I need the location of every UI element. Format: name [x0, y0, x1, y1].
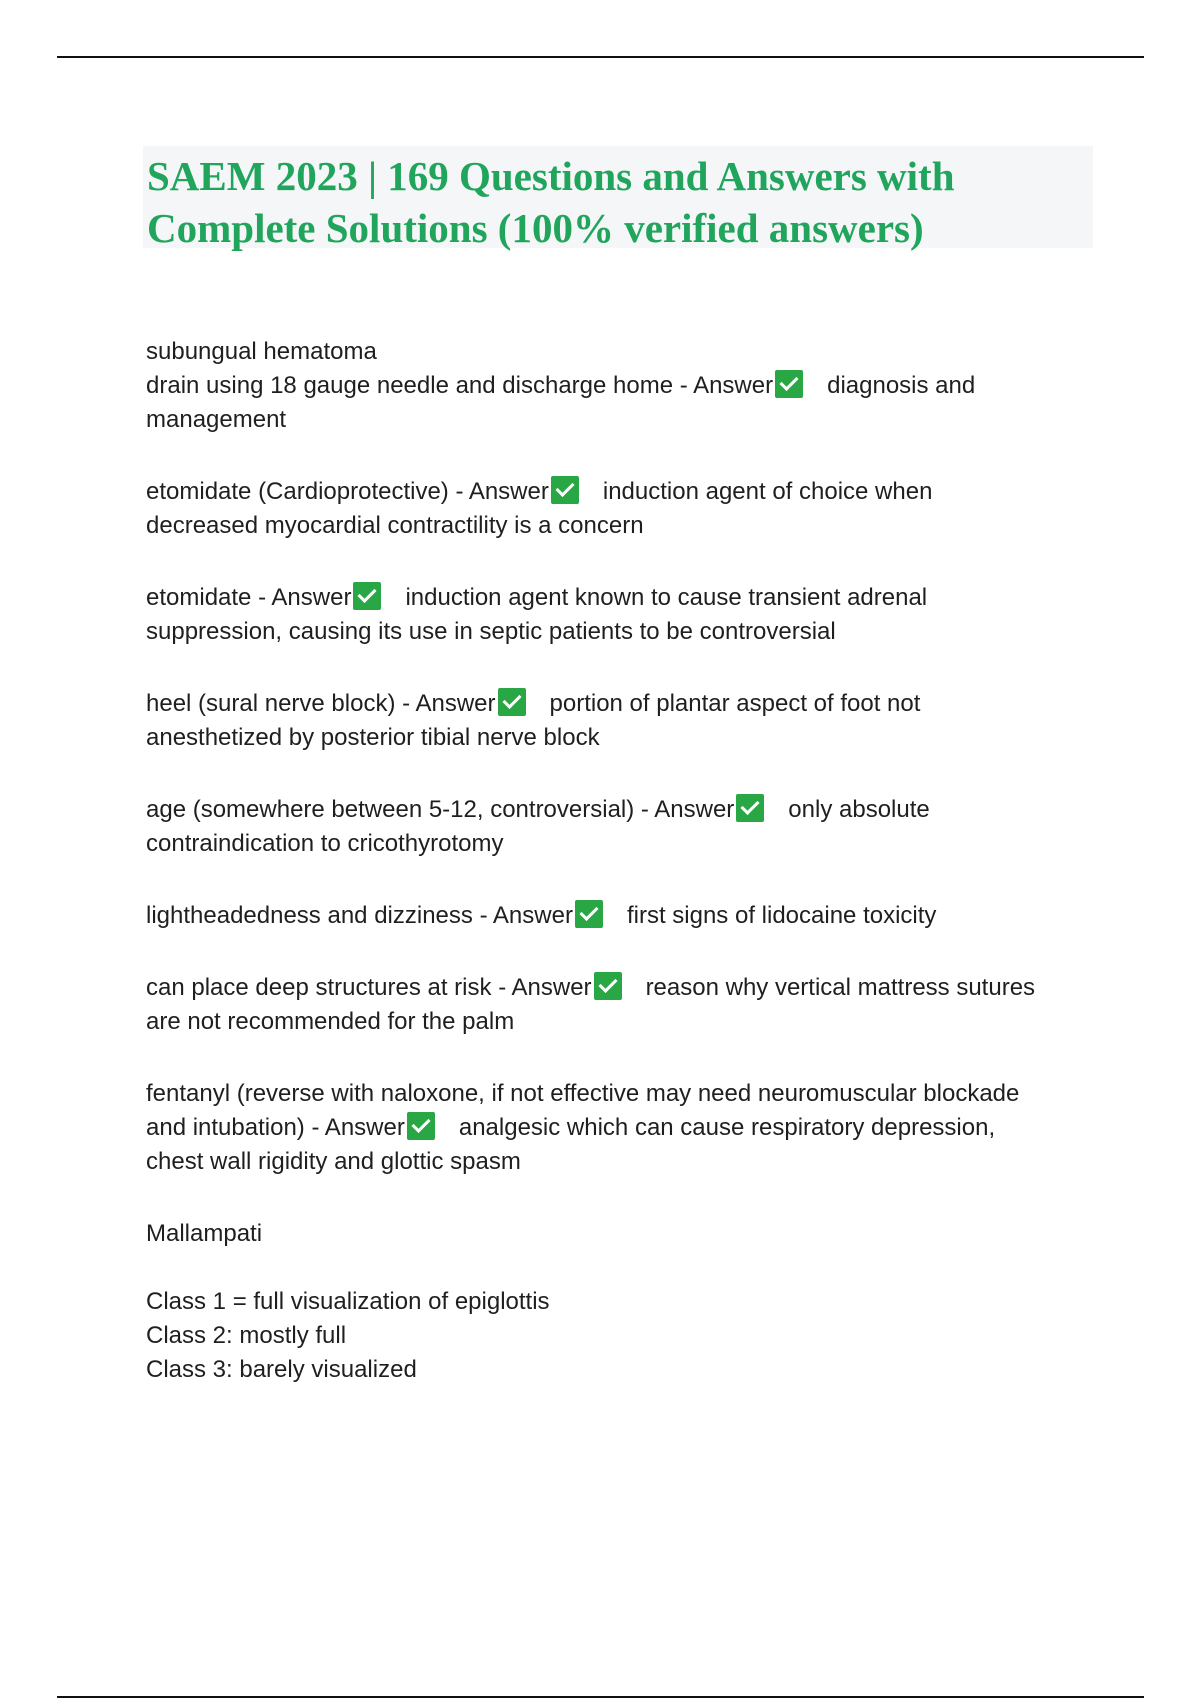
- checkmark-icon: [736, 794, 764, 822]
- checkmark-icon: [575, 900, 603, 928]
- mallampati-class: Class 2: mostly full: [146, 1322, 347, 1349]
- title-block: [143, 146, 1093, 251]
- checkmark-icon: [353, 582, 381, 610]
- checkmark-icon: [775, 370, 803, 398]
- answer-label: - Answer: [498, 974, 592, 1001]
- qa-pre: subungual hematoma: [146, 338, 377, 365]
- answer-label: - Answer: [311, 1114, 405, 1141]
- qa-question: fentanyl (reverse with naloxone, if not effective may need neuromuscular blockade and intubation): [146, 1080, 1020, 1141]
- mallampati-section: [146, 1217, 1046, 1387]
- qa-content: [146, 335, 1046, 1387]
- answer-label: - Answer: [402, 690, 496, 717]
- answer-label: - Answer: [455, 478, 549, 505]
- qa-item: [146, 475, 1046, 543]
- bottom-rule: [57, 1696, 1144, 1698]
- qa-item: [146, 899, 1046, 933]
- qa-answer: portion of plantar aspect of foot not anesthetized by posterior tibial nerve block: [146, 690, 921, 751]
- qa-item: [146, 793, 1046, 861]
- qa-item: [146, 687, 1046, 755]
- checkmark-icon: [407, 1112, 435, 1140]
- qa-question: lightheadedness and dizziness: [146, 902, 473, 929]
- checkmark-icon: [498, 688, 526, 716]
- qa-answer: reason why vertical mattress sutures are not recommended for the palm: [146, 974, 1036, 1035]
- checkmark-icon: [594, 972, 622, 1000]
- qa-question: etomidate: [146, 584, 252, 611]
- mallampati-heading: Mallampati: [146, 1220, 263, 1247]
- answer-label: - Answer: [640, 796, 735, 823]
- mallampati-class: Class 1 = full visualization of epiglottis: [146, 1288, 550, 1315]
- answer-label: - Answer: [258, 584, 352, 611]
- qa-question: age (somewhere between 5-12, controversial): [146, 796, 635, 823]
- page-title: SAEM 2023 | 169 Questions and Answers with Complete Solutions (100% verified answers): [147, 153, 955, 251]
- qa-answer: analgesic which can cause respiratory depression, chest wall rigidity and glottic spasm: [146, 1114, 996, 1175]
- qa-item: [146, 1077, 1046, 1179]
- qa-question: etomidate (Cardioprotective): [146, 478, 449, 505]
- qa-answer: only absolute contraindication to cricothyrotomy: [146, 796, 930, 857]
- qa-question: drain using 18 gauge needle and discharge home: [146, 372, 674, 399]
- top-rule: [57, 56, 1144, 58]
- answer-label: - Answer: [479, 902, 573, 929]
- qa-item: [146, 581, 1046, 649]
- qa-answer: induction agent known to cause transient adrenal suppression, causing its use in septic patients to be controversial: [146, 584, 928, 645]
- checkmark-icon: [551, 476, 579, 504]
- qa-answer: diagnosis and management: [146, 372, 976, 433]
- qa-question: can place deep structures at risk: [146, 974, 492, 1001]
- qa-answer: first signs of lidocaine toxicity: [626, 902, 937, 929]
- answer-label: - Answer: [679, 372, 774, 399]
- mallampati-class: Class 3: barely visualized: [146, 1356, 417, 1383]
- qa-question: heel (sural nerve block): [146, 690, 396, 717]
- qa-item: [146, 335, 1046, 437]
- qa-item: [146, 971, 1046, 1039]
- qa-answer: induction agent of choice when decreased myocardial contractility is a concern: [146, 478, 933, 539]
